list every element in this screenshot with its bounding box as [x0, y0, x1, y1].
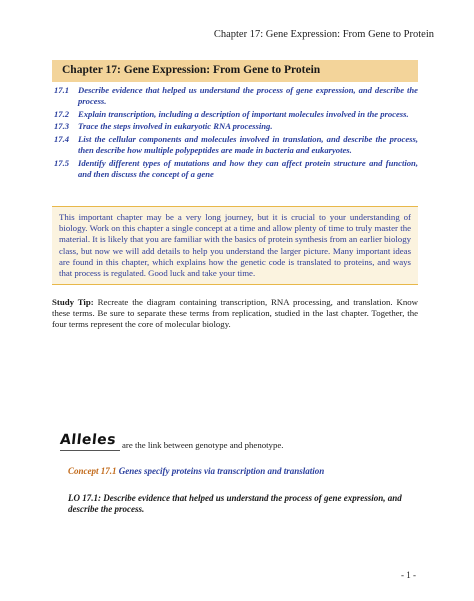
objective-number: 17.5 [54, 157, 70, 168]
fill-in-sentence: are the link between genotype and phenotype. [122, 440, 284, 450]
objective-item [52, 134, 418, 156]
objective-number: 17.4 [54, 134, 70, 145]
objective-item [52, 85, 418, 107]
concept-label: Concept 17.1 [68, 466, 117, 476]
fill-in-blank-line [60, 450, 120, 451]
chapter-title-banner: Chapter 17: Gene Expression: From Gene to Protein [52, 60, 418, 82]
objective-item [52, 121, 418, 132]
objective-number: 17.3 [54, 121, 70, 132]
objective-number: 17.2 [54, 108, 70, 119]
objective-number: 17.1 [54, 85, 70, 95]
page-number: - 1 - [401, 570, 416, 580]
objective-text: List the cellular components and molecules involved in translation, and describe the process, then describe how multiple polypeptides are made in bacteria and eukaryotes. [78, 134, 418, 155]
study-tip [52, 297, 418, 331]
study-tip-text: Recreate the diagram containing transcription, RNA processing, and translation. Know these terms. Be sure to separate these terms from replication, studied in the last chapter. Together, the four terms represent the core of molecular biology. [52, 297, 418, 330]
concept-text: Genes specify proteins via transcription and translation [118, 466, 325, 476]
objective-item [52, 109, 418, 120]
objective-text: Explain transcription, including a description of important molecules involved in the process. [78, 108, 409, 119]
study-tip-label: Study Tip: [52, 297, 94, 307]
objective-text: Trace the steps involved in eukaryotic RNA processing. [78, 121, 273, 132]
concept-heading [68, 466, 324, 476]
learning-objectives-list [52, 85, 418, 181]
objective-text: Describe evidence that helped us understand the process of gene expression, and describe the process. [78, 85, 418, 106]
learning-objective-heading: LO 17.1: Describe evidence that helped us understand the process of gene expression, and describe the process. [68, 493, 402, 515]
objective-item [52, 158, 418, 180]
chapter-intro-box: This important chapter may be a very long journey, but it is crucial to your understanding of biology. Work on this chapter a single concept at a time and allow plenty of time to truly master the material. It is likely that you are familiar with the basics of protein synthesis from an earlier biology class, but now we will add details to help you understand the larger picture. Many important ideas are found in this chapter, which explains how the genetic code is translated to proteins, and ways that process is regulated. Good luck and take your time. [52, 206, 418, 285]
running-header: Chapter 17: Gene Expression: From Gene to Protein [213, 29, 434, 40]
objective-text: Identify different types of mutations and how they can affect protein structure and function, and then discuss the concept of a gene [78, 157, 418, 179]
handwritten-answer: Alleles [59, 432, 117, 448]
